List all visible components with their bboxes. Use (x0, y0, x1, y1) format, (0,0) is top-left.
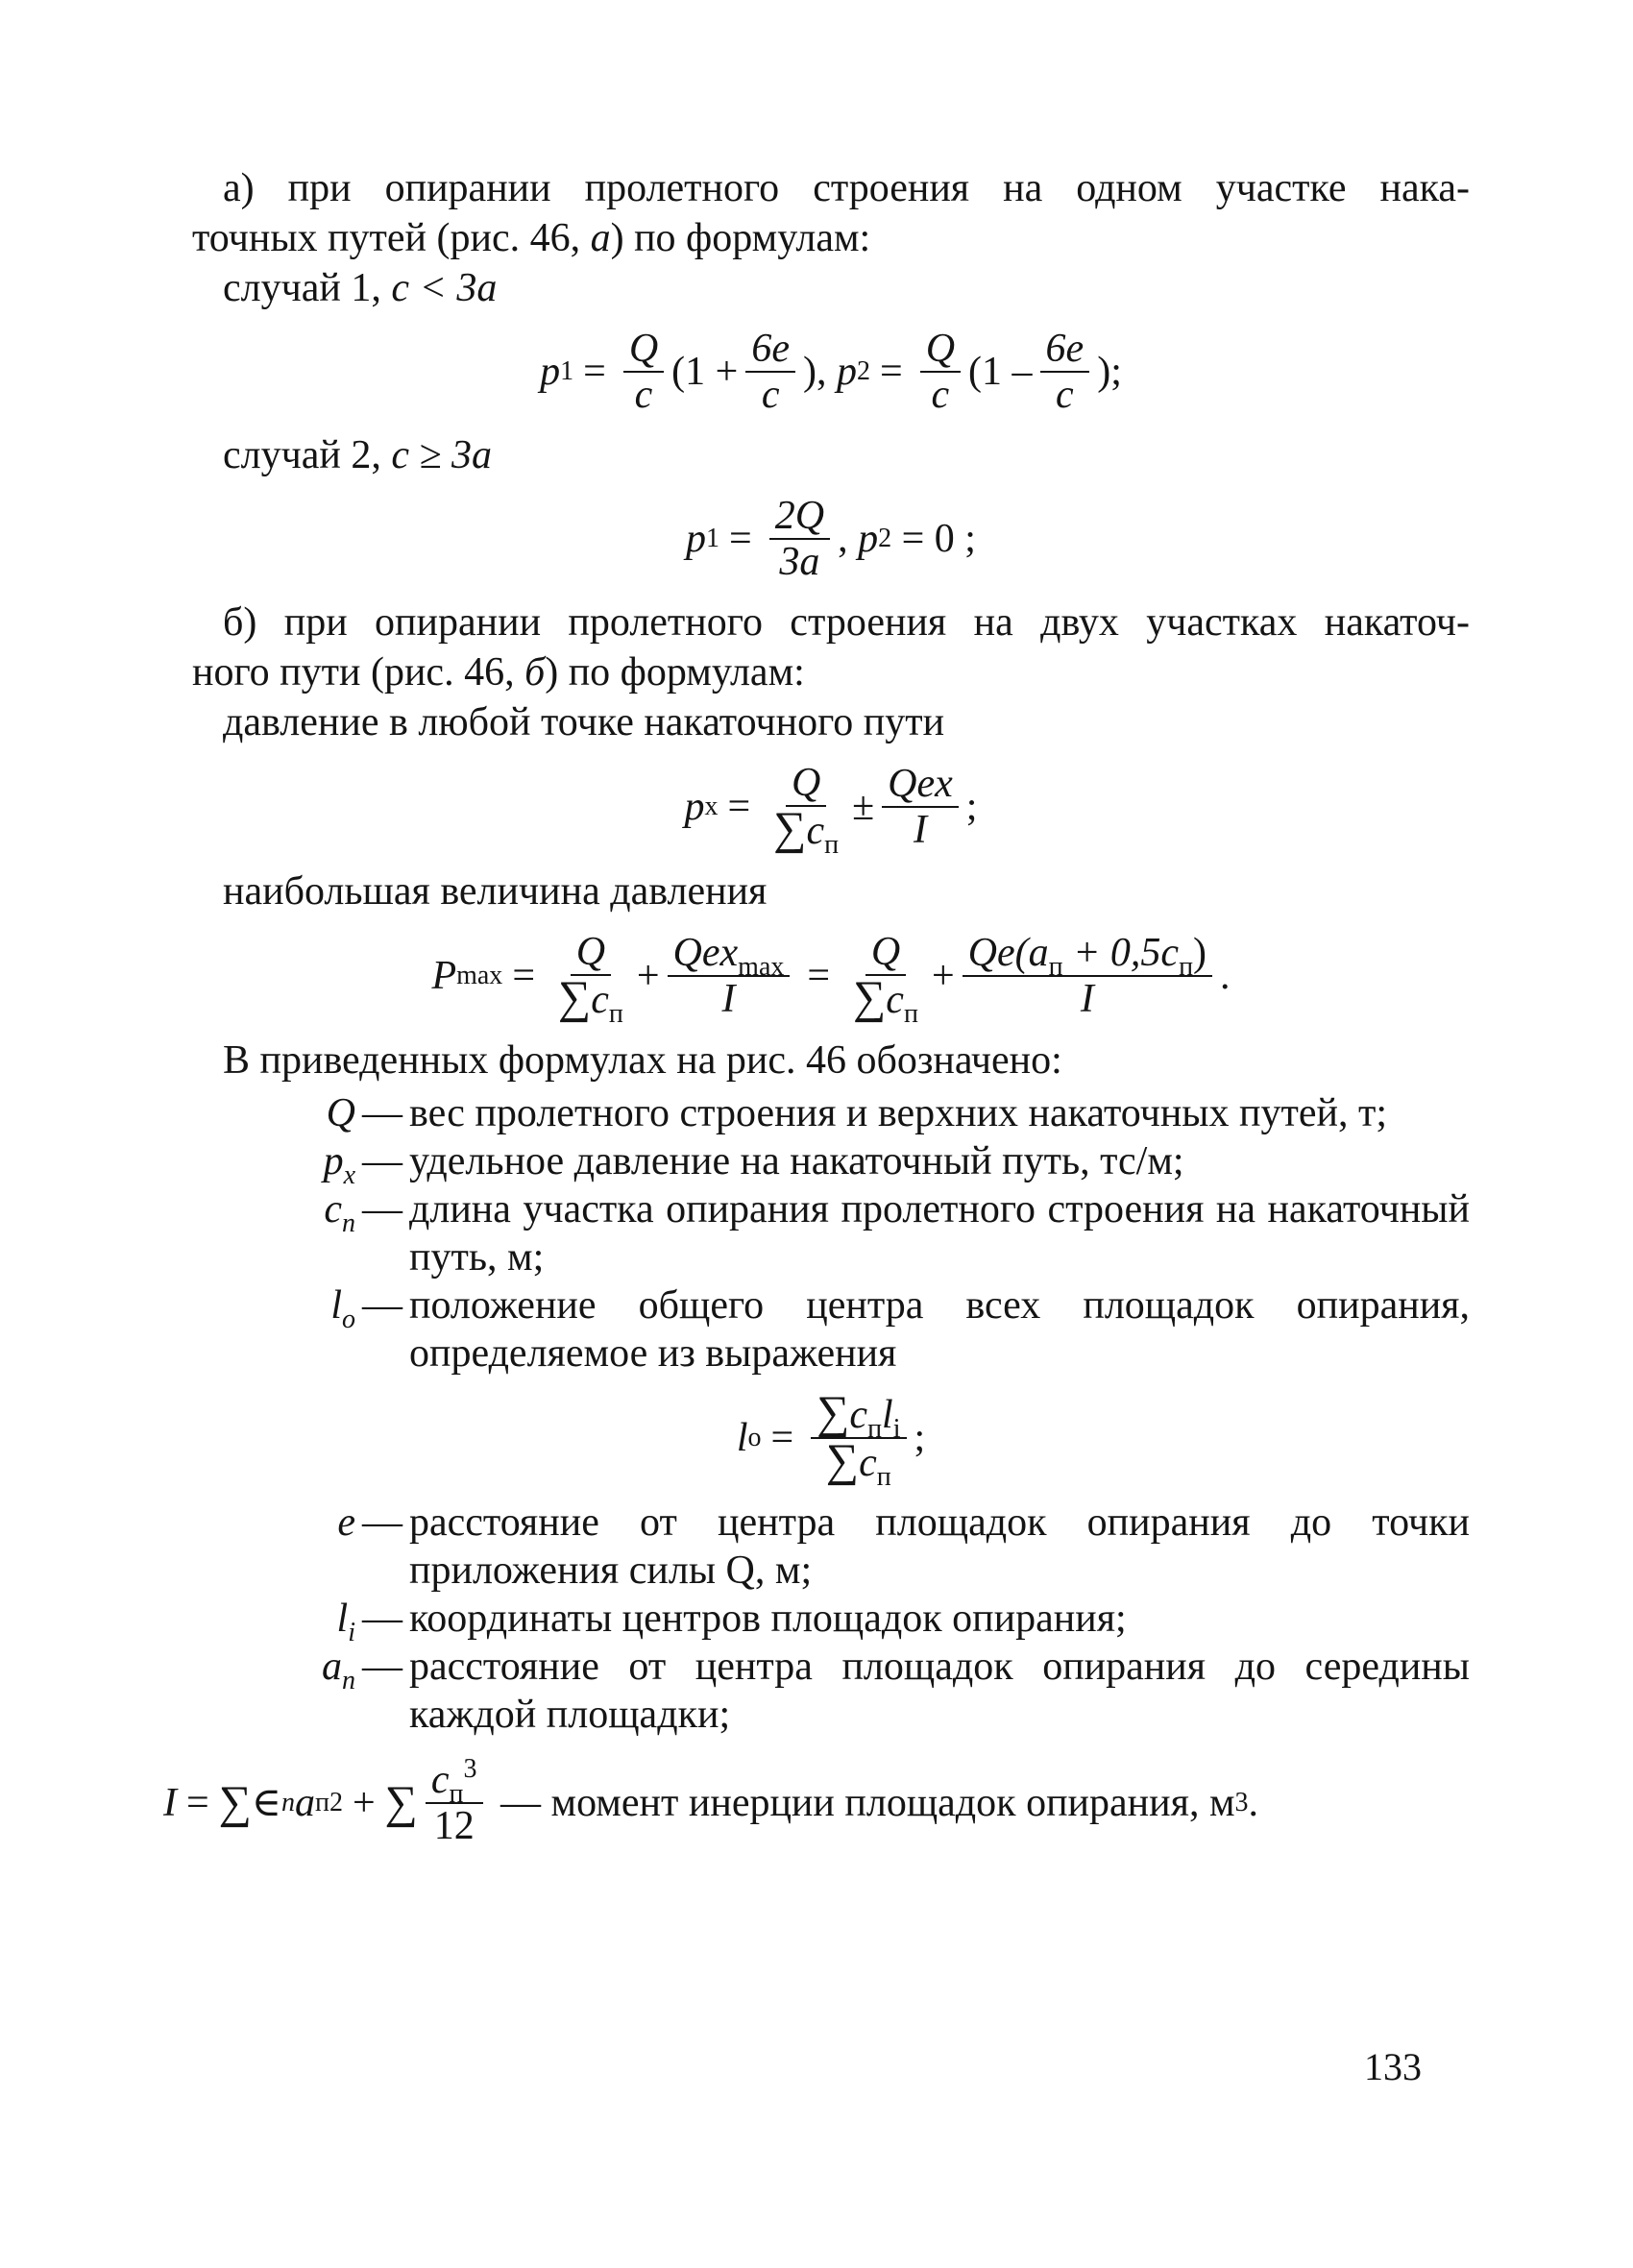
definition-cp: $c_п$ — длина участка опирания пролетного строения на накаточный путь, м; (324, 1187, 1470, 1280)
formula-inertia: I = ∑ ∈ n a п 2 + ∑ $\frac{c_п^3}{12}$ — момент инерции площадок опирания, м 3 . (163, 1754, 1259, 1848)
max-pressure-label: наибольшая величина давления (223, 869, 768, 914)
formula-lo: l о = $\frac{\sum c_пl_i}{\sum c_п}$ ; (736, 1387, 926, 1492)
paragraph-a-line2: точных путей (рис. 46, а) по формулам: (192, 216, 871, 260)
definitions-list-2 (192, 1499, 1470, 1739)
paragraph-b-line1: б) при опирании пролетного строения на двух участках накаточ- (223, 600, 1470, 645)
formula-case2: p 1 = $\frac{2Q}{3a}$ , p 2 = 0 ; (686, 494, 976, 584)
definitions-list (192, 1089, 1470, 1378)
formula-case1: p 1 = $\frac{Q}{c}$ (1 + $\frac{6e}{c}$ ), p 2 = $\frac{Q}{c}$ (1 – $\frac{6e}{c}$ ); (540, 327, 1122, 417)
page-number: 133 (1364, 2045, 1422, 2088)
definition-li: $l_i$ — координаты центров площадок опирания; (336, 1597, 1127, 1647)
definition-ap: $a_п$ — расстояние от центра площадок опирания до середины каждой площадки; (322, 1645, 1470, 1737)
definition-Q: Q — вес пролетного строения и верхних накаточных путей, т; (326, 1091, 1387, 1135)
case1-label: случай 1, c < 3a (223, 266, 498, 310)
paragraph-b-line3: давление в любой точке накаточного пути (223, 700, 945, 744)
page-body (163, 163, 1470, 1862)
paragraph-b-line2: ного пути (рис. 46, б) по формулам: (192, 650, 805, 695)
definition-px: $p_x$ — удельное давление на накаточный путь, тс/м; (323, 1139, 1184, 1190)
formula-pmax: P max = $\frac{Q}{\sum c_п}$ + $\frac{Qex_{max}}{I}$ = $\frac{Q}{\sum c_п}$ + $\frac{Qe(a_п + 0,5c_п)}{I}$ . (431, 930, 1231, 1029)
legend-intro: В приведенных формулах на рис. 46 обозначено: (223, 1038, 1062, 1083)
definition-e: e — расстояние от центра площадок опирания до точки приложения силы Q, м; (337, 1500, 1470, 1593)
definition-lo: $l_о$ — положение общего центра всех площадок опирания, определяемое из выражения (330, 1283, 1470, 1376)
case2-label: случай 2, c ≥ 3a (223, 433, 493, 477)
formula-px: p x = $\frac{Q}{\sum c_п}$ ± $\frac{\text{Qex}}{I}$ ; (684, 761, 978, 860)
paragraph-a-line1: а) при опирании пролетного строения на одном участке нака- (223, 166, 1470, 210)
